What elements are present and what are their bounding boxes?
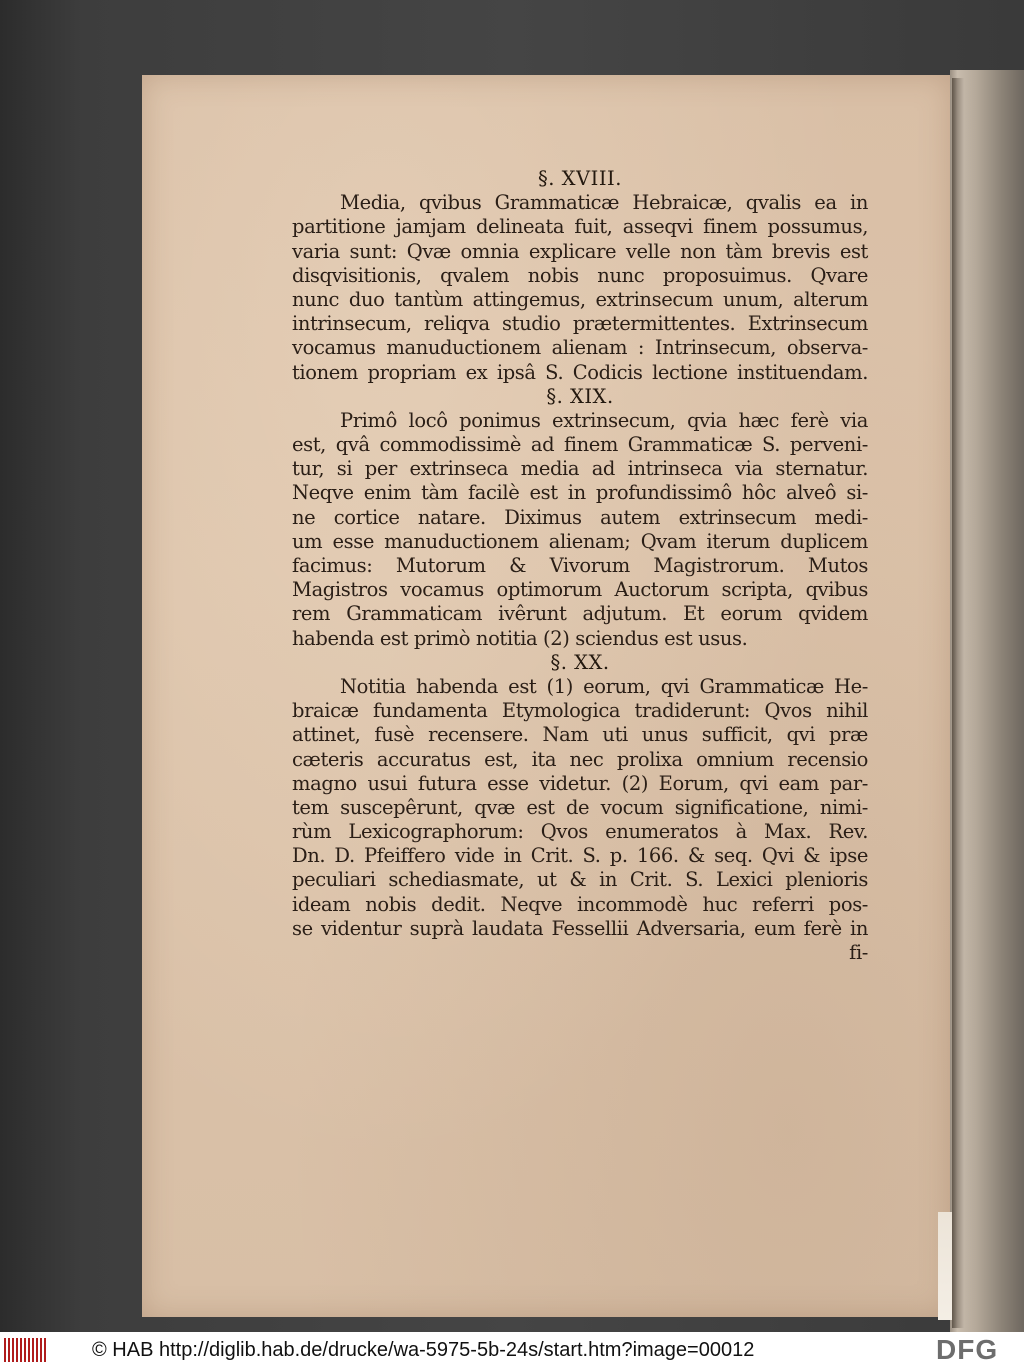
gutter-shadow (952, 78, 964, 1328)
text-line: magno usui futura esse videtur. (2) Eorum, qvi eam par- (292, 771, 868, 795)
text-line: ideam nobis dedit. Neqve incommodè huc referri pos- (292, 892, 868, 916)
text-line: Dn. D. Pfeiffero vide in Crit. S. p. 166. & seq. Qvi & ipse (292, 844, 868, 868)
text-line: tur, si per extrinseca media ad intrinseca via sternatur. (292, 457, 868, 481)
section-heading: §. XIX. (546, 384, 614, 408)
text-line: Neqve enim tàm facilè est in profundissimô hôc alveô si- (292, 481, 868, 505)
text-line: braicæ fundamenta Etymologica tradiderunt: Qvos nihil (292, 699, 868, 723)
text-line: cæteris accuratus est, ita nec prolixa omnium recensio (292, 747, 868, 771)
text-line: Notitia habenda est (1) eorum, qvi Grammaticæ He- (340, 674, 868, 698)
text-line: tem suscepêrunt, qvæ est de vocum significatione, nimi- (292, 795, 868, 819)
text-line: intrinsecum, reliqva studio prætermittentes. Extrinsecum (292, 312, 868, 336)
source-link[interactable]: © HAB http://diglib.hab.de/drucke/wa-5975-5b-24s/start.htm?image=00012 (92, 1339, 755, 1361)
barcode-icon (4, 1338, 46, 1362)
text-line: Primô locô ponimus extrinsecum, qvia hæc ferè via (340, 408, 868, 432)
footer-bar (0, 1332, 1024, 1368)
text-line: varia sunt: Qvæ omnia explicare velle non tàm brevis est (292, 239, 868, 263)
section-heading: §. XVIII. (538, 167, 622, 190)
text-line: Magistros vocamus optimorum Auctorum scripta, qvibus (292, 578, 868, 602)
text-line: peculiari schediasmate, ut & in Crit. S. Lexici plenioris (292, 868, 868, 892)
text-line: habenda est primò notitia (2) sciendus est usus. (292, 626, 748, 650)
text-line: est, qvâ commodissimè ad finem Grammaticæ S. perveni- (292, 433, 868, 457)
section-heading: §. XX. (550, 650, 610, 674)
page-fold (938, 1212, 952, 1320)
text-line: rùm Lexicographorum: Qvos enumeratos à Max. Rev. (292, 820, 868, 844)
text-line: um esse manuductionem alienam; Qvam iterum duplicem (292, 529, 868, 553)
scanned-page (142, 75, 950, 1317)
text-line: rem Grammaticam ivêrunt adjutum. Et eorum qvidem (292, 602, 868, 626)
text-line: nunc duo tantùm attingemus, extrinsecum unum, alterum (292, 287, 868, 311)
text-line: disqvisitionis, qvalem nobis nunc proposuimus. Qvare (292, 263, 868, 287)
text-line: tionem propriam ex ipsâ S. Codicis lectione instituendam. (292, 360, 868, 384)
dfg-logo: DFG (936, 1334, 999, 1365)
text-line: se videntur suprà laudata Fessellii Adversaria, eum ferè in (292, 916, 868, 940)
text-line: Media, qvibus Grammaticæ Hebraicæ, qvalis ea in (340, 191, 868, 215)
text-line: partitione jamjam delineata fuit, asseqvi finem possumus, (292, 215, 868, 239)
catchword: fi- (849, 941, 868, 964)
page-text (292, 167, 868, 965)
text-line: facimus: Mutorum & Vivorum Magistrorum. Mutos (292, 554, 868, 577)
text-line: attinet, fusè recensere. Nam uti unus sufficit, qvi præ (292, 723, 868, 747)
text-line: ne cortice natare. Diximus autem extrinsecum medi- (292, 505, 868, 529)
text-line: vocamus manuductionem alienam : Intrinsecum, observa- (292, 336, 868, 360)
